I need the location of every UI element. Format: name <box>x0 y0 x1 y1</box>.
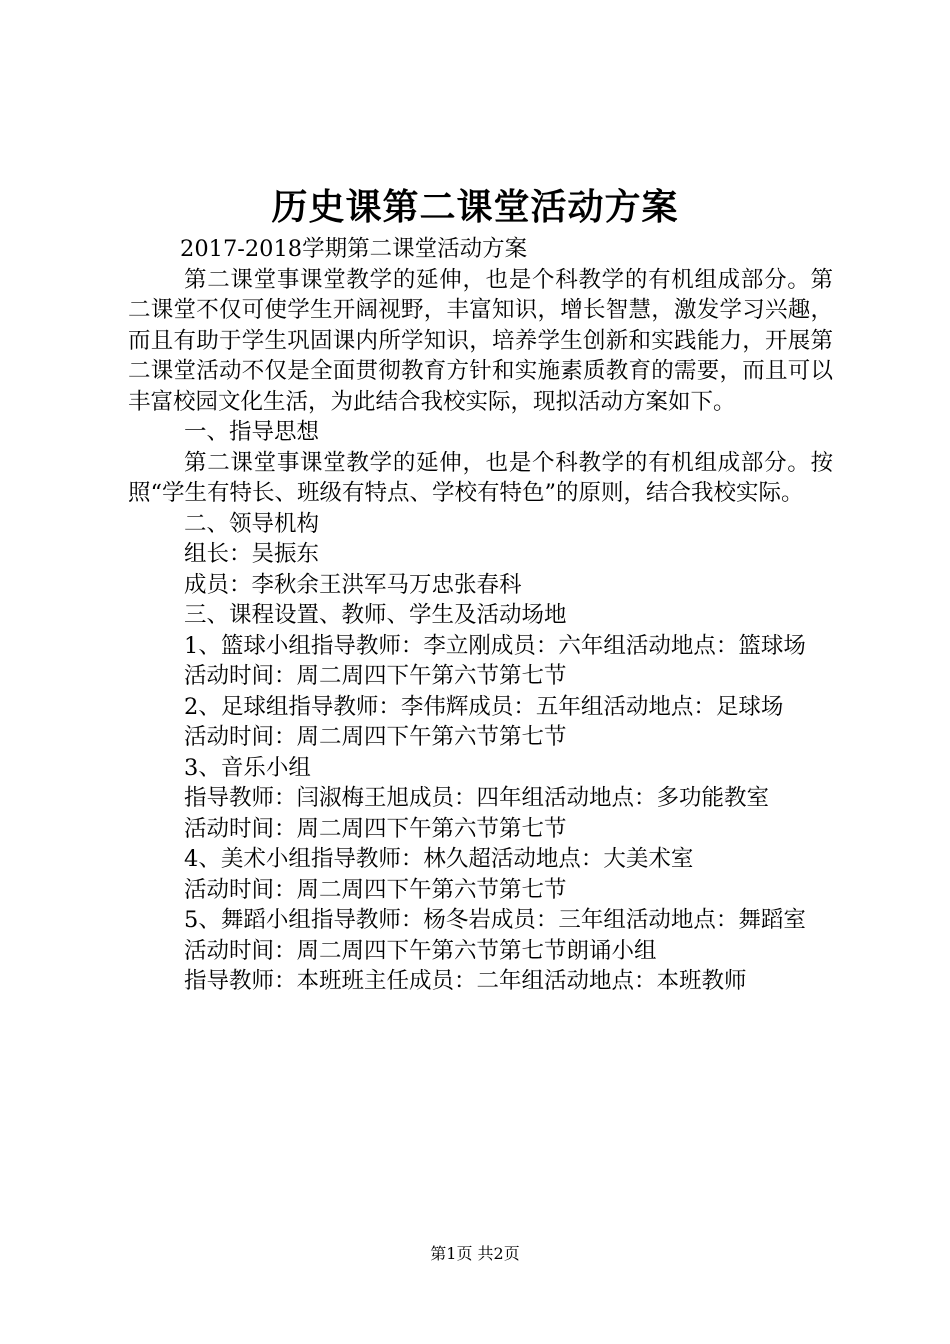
paragraph-basketball-group: 1、篮球小组指导教师：李立刚成员：六年组活动地点：篮球场 <box>184 632 806 659</box>
paragraph-art-group: 4、美术小组指导教师：林久超活动地点：大美术室 <box>184 846 694 872</box>
paragraph-subtitle: 2017-2018学期第二课堂活动方案 <box>180 236 528 262</box>
heading-course-setup: 三、课程设置、教师、学生及活动场地 <box>184 602 567 628</box>
paragraph-activity-time-recitation: 活动时间：周二周四下午第六节第七节朗诵小组 <box>184 937 657 964</box>
paragraph-activity-time: 活动时间：周二周四下午第六节第七节 <box>184 876 567 903</box>
paragraph-music-group: 3、音乐小组 <box>184 754 311 781</box>
document-title: 历史课第二课堂活动方案 <box>271 186 679 228</box>
paragraph-activity-time: 活动时间：周二周四下午第六节第七节 <box>184 724 567 750</box>
document-body <box>128 234 833 997</box>
page-footer: 第1页 共2页 <box>430 1244 520 1263</box>
heading-leadership: 二、领导机构 <box>184 510 320 537</box>
paragraph-intro: 第二课堂事课堂教学的延伸，也是个科教学的有机组成部分。第二课堂不仅可使学生开阔视野，丰富知识，增长智慧，激发学习兴趣，而且有助于学生巩固课内所学知识，培养学生创新和实践能力，开展第二课堂活动不仅是全面贯彻教育方针和实施素质教育的需要，而且可以丰富校园文化生活，为此结合我校实际，现拟活动方案如下。 <box>128 266 833 415</box>
paragraph-music-details: 指导教师：闫淑梅王旭成员：四年组活动地点：多功能教室 <box>184 785 770 811</box>
paragraph-members: 成员：李秋余王洪军马万忠张春科 <box>184 571 522 598</box>
paragraph-dance-group: 5、舞蹈小组指导教师：杨冬岩成员：三年组活动地点：舞蹈室 <box>184 907 806 933</box>
paragraph-football-group: 2、足球组指导教师：李伟辉成员：五年组活动地点：足球场 <box>184 693 784 720</box>
paragraph-activity-time: 活动时间：周二周四下午第六节第七节 <box>184 663 567 689</box>
paragraph-team-leader: 组长：吴振东 <box>184 541 320 567</box>
paragraph-recitation-details: 指导教师：本班班主任成员：二年组活动地点：本班教师 <box>184 968 747 994</box>
paragraph-activity-time: 活动时间：周二周四下午第六节第七节 <box>184 815 567 842</box>
heading-guiding-ideology: 一、指导思想 <box>184 419 320 445</box>
paragraph-guiding-ideology: 第二课堂事课堂教学的延伸，也是个科教学的有机组成部分。按照“学生有特长、班级有特点、学校有特色”的原则，结合我校实际。 <box>128 449 833 506</box>
